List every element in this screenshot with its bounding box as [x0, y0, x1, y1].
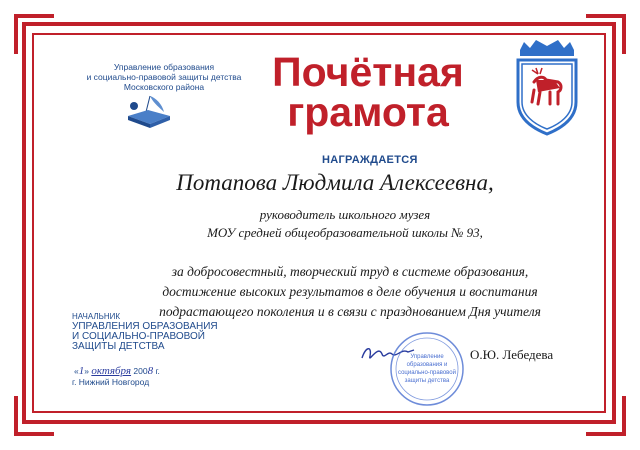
head-line: И СОЦИАЛЬНО-ПРАВОВОЙ	[72, 331, 205, 342]
frame-corner	[586, 14, 626, 18]
signer-name: О.Ю. Лебедева	[470, 347, 554, 362]
frame-corner	[14, 396, 18, 436]
role-line: МОУ средней общеобразовательной школы № 93,	[207, 225, 483, 240]
reason-line: за добросовестный, творческий труд в системе образования,	[171, 264, 529, 279]
reason-line: достижение высоких результатов в деле обучения и воспитания	[162, 284, 538, 299]
title-line-1: Почётная	[272, 49, 464, 95]
department-header	[84, 62, 244, 92]
department-line: Управление образования	[113, 62, 215, 72]
stamp-line: Управление	[410, 354, 444, 360]
department-line: Московского района	[123, 82, 205, 92]
date-year-hand: 8	[147, 365, 154, 377]
certificate-title	[238, 49, 498, 135]
issue-date: «1» октября 2008 г.	[74, 365, 160, 377]
frame-corner	[586, 432, 626, 436]
title-line-2: грамота	[287, 89, 449, 135]
head-of-department-title	[72, 312, 218, 352]
role-line: руководитель школьного музея	[259, 207, 431, 222]
issue-city: г. Нижний Новгород	[72, 377, 150, 387]
date-year-prefix: 200	[133, 366, 148, 376]
frame-corner	[622, 14, 626, 54]
official-stamp	[388, 330, 466, 408]
awarded-label: НАГРАЖДАЕТСЯ	[322, 154, 418, 166]
reason-line: подрастающего поколения и в связи с празднованием Дня учителя	[159, 304, 541, 319]
stamp-line: защиты детства	[404, 378, 450, 384]
date-month: октября	[91, 365, 132, 377]
department-line: и социально-правовой защиты детства	[86, 72, 242, 82]
date-suffix: г.	[155, 366, 160, 376]
head-line: НАЧАЛЬНИК	[72, 312, 121, 321]
frame-corner	[622, 396, 626, 436]
head-line: УПРАВЛЕНИЯ ОБРАЗОВАНИЯ	[72, 321, 218, 332]
nizhny-novgorod-crest-icon	[510, 40, 584, 136]
date-day: 1	[78, 365, 85, 377]
head-line: ЗАЩИТЫ ДЕТСТВА	[72, 341, 165, 352]
frame-corner	[14, 14, 18, 54]
recipient-name: Потапова Людмила Алексеевна,	[176, 170, 494, 195]
stamp-line: социально-правовой	[398, 370, 456, 376]
frame-corner	[14, 14, 54, 18]
recipient-role	[160, 206, 530, 242]
stamp-line: образования и	[406, 362, 448, 368]
frame-corner	[14, 432, 54, 436]
book-quill-logo-icon	[120, 94, 176, 130]
